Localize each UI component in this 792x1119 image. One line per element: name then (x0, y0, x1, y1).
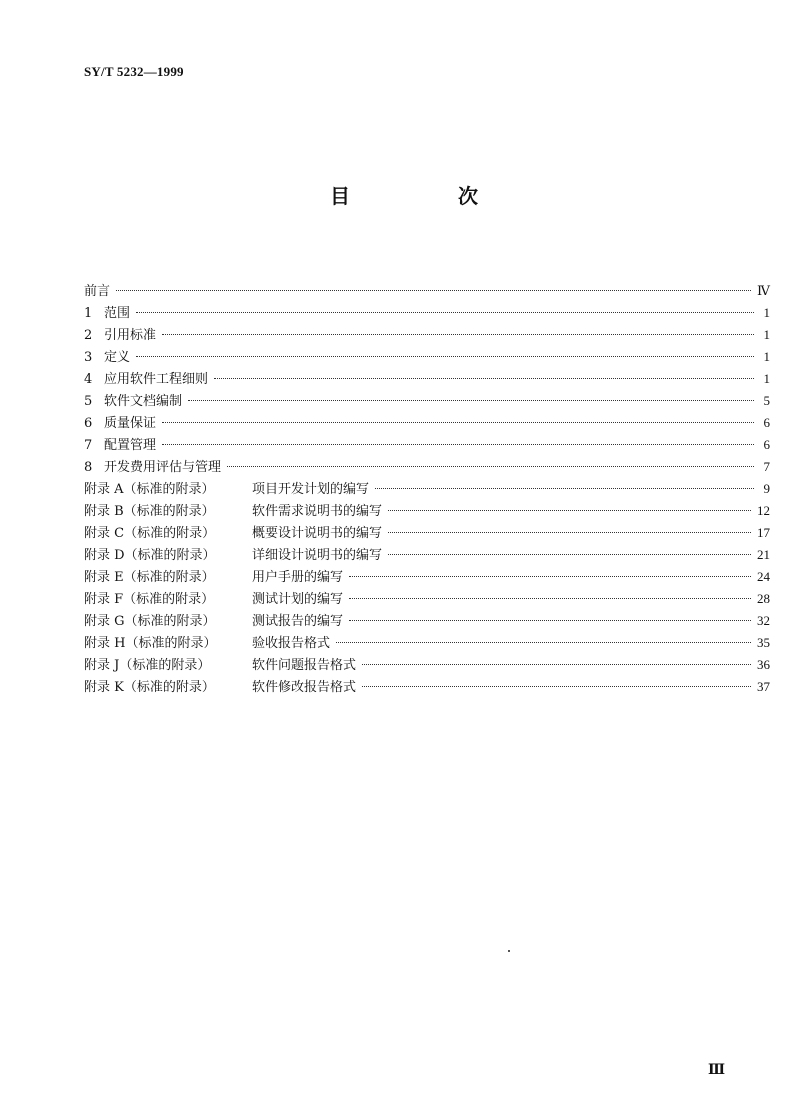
toc-entry-page: 32 (757, 613, 770, 628)
toc-leader-dots (362, 685, 751, 687)
toc-entry-title: 软件修改报告格式 (252, 680, 357, 695)
toc-entry-page: 35 (757, 635, 770, 650)
toc-leader-dots (116, 289, 751, 291)
toc-entry-page: 5 (763, 393, 770, 408)
toc-entry (84, 588, 770, 610)
toc-entry (84, 434, 770, 456)
toc-leader-dots (162, 333, 754, 335)
toc-entry-appendix: 附录 F（标准的附录） (84, 592, 215, 607)
toc-entry-appendix: 附录 K（标准的附录） (84, 680, 215, 695)
toc-leader-dots (349, 575, 751, 577)
toc-entry-title: 详细设计说明书的编写 (252, 548, 383, 563)
toc-entry-title: 软件文档编制 (104, 394, 183, 409)
toc-entry-number: 7 (84, 438, 93, 453)
toc-entry-appendix: 附录 A（标准的附录） (84, 482, 215, 497)
toc-entry-page: 36 (757, 657, 770, 672)
toc-entry-number: 8 (84, 460, 93, 475)
toc-entry-number: 6 (84, 416, 93, 431)
toc-entry (84, 544, 770, 566)
toc-entry-page: 6 (763, 437, 770, 452)
toc-entry-title: 验收报告格式 (252, 636, 331, 651)
toc-entry-page: 21 (757, 547, 770, 562)
table-of-contents (84, 280, 770, 698)
toc-entry-appendix: 附录 D（标准的附录） (84, 548, 216, 563)
toc-leader-dots (349, 619, 751, 621)
toc-entry-number: 4 (84, 372, 93, 387)
toc-leader-dots (214, 377, 754, 379)
scan-speck (508, 950, 510, 952)
toc-entry-appendix: 附录 H（标准的附录） (84, 636, 217, 651)
toc-entry-page: 17 (757, 525, 770, 540)
toc-entry (84, 566, 770, 588)
toc-entry-title: 软件需求说明书的编写 (252, 504, 383, 519)
toc-leader-dots (388, 509, 751, 511)
toc-entry-title: 应用软件工程细则 (104, 372, 209, 387)
toc-leader-dots (136, 355, 754, 357)
standard-code: SY/T 5232—1999 (84, 64, 184, 79)
toc-entry (84, 500, 770, 522)
toc-entry-number: 2 (84, 328, 93, 343)
toc-entry-page: 1 (763, 305, 770, 320)
toc-entry (84, 368, 770, 390)
toc-entry-title: 软件问题报告格式 (252, 658, 357, 673)
toc-entry-title: 范围 (104, 306, 131, 321)
page-title: 目 次 (330, 184, 522, 208)
toc-entry-appendix: 附录 B（标准的附录） (84, 504, 215, 519)
toc-entry-page: 28 (757, 591, 770, 606)
toc-entry (84, 390, 770, 412)
toc-entry-appendix: 附录 E（标准的附录） (84, 570, 215, 585)
toc-entry (84, 346, 770, 368)
toc-leader-dots (136, 311, 754, 313)
toc-entry-title: 项目开发计划的编写 (252, 482, 370, 497)
toc-entry (84, 478, 770, 500)
toc-entry-title: 测试报告的编写 (252, 614, 344, 629)
toc-entry-page: 1 (763, 371, 770, 386)
toc-entry (84, 522, 770, 544)
toc-leader-dots (336, 641, 751, 643)
toc-leader-dots (349, 597, 751, 599)
toc-leader-dots (375, 487, 754, 489)
toc-entry (84, 610, 770, 632)
toc-entry-title: 配置管理 (104, 438, 157, 453)
toc-entry-number: 3 (84, 350, 93, 365)
toc-entry-page: 24 (757, 569, 770, 584)
toc-entry-title: 质量保证 (104, 416, 157, 431)
toc-leader-dots (362, 663, 751, 665)
toc-entry-page: 12 (757, 503, 770, 518)
toc-entry (84, 412, 770, 434)
toc-entry (84, 632, 770, 654)
toc-entry-title: 测试计划的编写 (252, 592, 344, 607)
toc-entry-title: 前言 (84, 284, 111, 299)
toc-leader-dots (162, 421, 754, 423)
toc-leader-dots (388, 553, 751, 555)
toc-entry-page: 9 (763, 481, 770, 496)
toc-entry-title: 概要设计说明书的编写 (252, 526, 383, 541)
toc-entry (84, 324, 770, 346)
toc-entry (84, 676, 770, 698)
toc-entry-page: 1 (763, 327, 770, 342)
toc-entry-number: 5 (84, 394, 93, 409)
toc-leader-dots (227, 465, 754, 467)
toc-entry (84, 456, 770, 478)
toc-leader-dots (388, 531, 751, 533)
page-number: Ⅲ (708, 1063, 726, 1078)
toc-leader-dots (188, 399, 754, 401)
toc-entry (84, 654, 770, 676)
toc-entry-title: 定义 (104, 350, 131, 365)
toc-entry-page: 6 (763, 415, 770, 430)
toc-entry-appendix: 附录 G（标准的附录） (84, 614, 216, 629)
toc-entry-page: Ⅳ (757, 283, 770, 298)
toc-entry-title: 开发费用评估与管理 (104, 460, 222, 475)
toc-entry-page: 37 (757, 679, 770, 694)
toc-entry-title: 用户手册的编写 (252, 570, 344, 585)
toc-entry (84, 280, 770, 302)
toc-entry (84, 302, 770, 324)
toc-entry-number: 1 (84, 306, 93, 321)
toc-entry-page: 7 (763, 459, 770, 474)
toc-entry-appendix: 附录 J（标准的附录） (84, 658, 211, 673)
toc-entry-title: 引用标准 (104, 328, 157, 343)
toc-entry-appendix: 附录 C（标准的附录） (84, 526, 216, 541)
toc-leader-dots (162, 443, 754, 445)
toc-entry-page: 1 (763, 349, 770, 364)
